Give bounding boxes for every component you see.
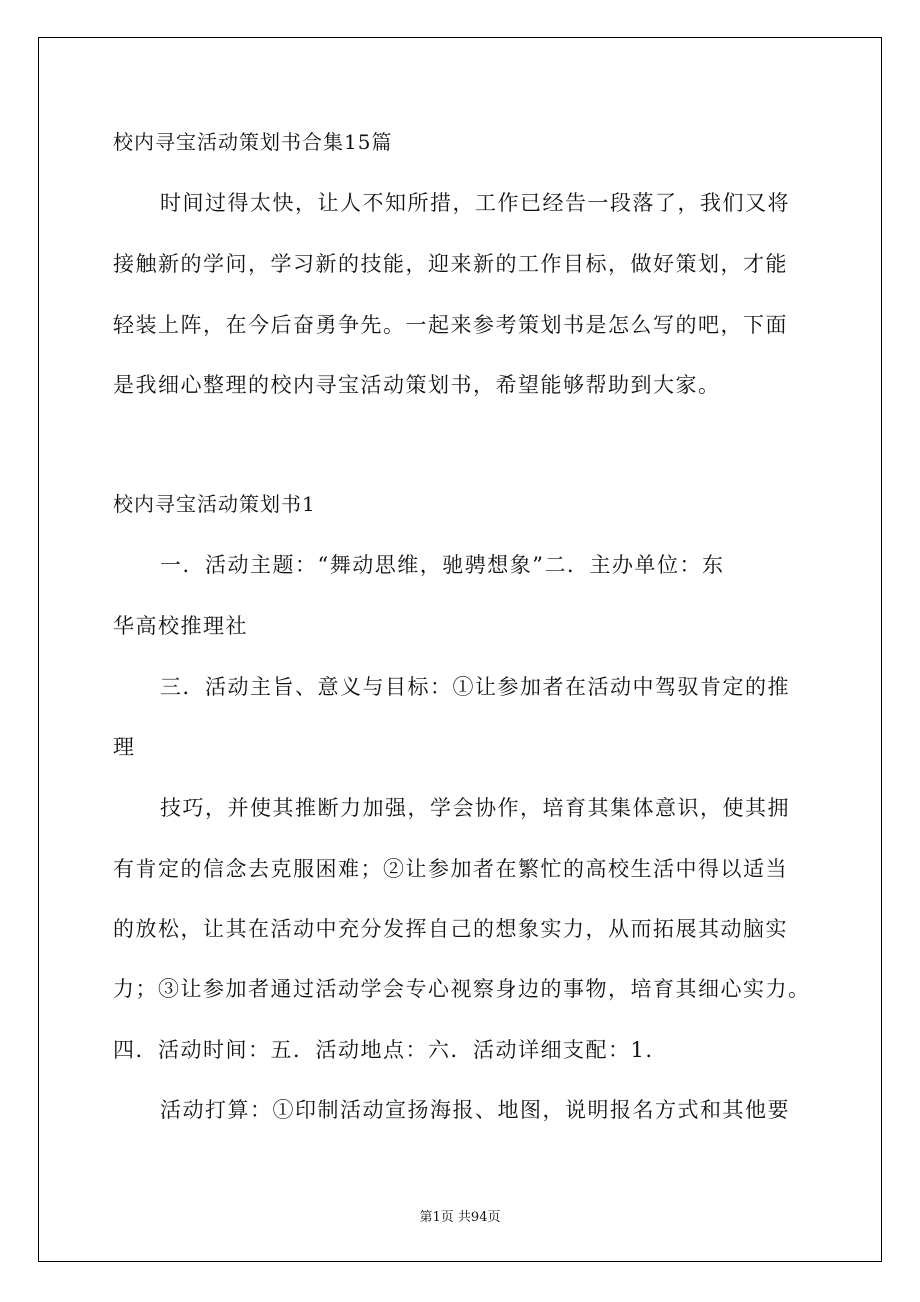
page-footer: 第1页 共94页 bbox=[419, 1210, 501, 1225]
body-line-5: 技巧，并使其推断力加强，学会协作，培育其集体意识，使其拥 bbox=[160, 796, 790, 820]
body-line-8: 力；③让参加者通过活动学会专心视察身边的事物，培育其细心实力。 bbox=[113, 977, 811, 1001]
body-line-9: 四．活动时间：五．活动地点：六．活动详细支配：1. bbox=[113, 1038, 654, 1062]
intro-line-3: 轻装上阵，在今后奋勇争先。一起来参考策划书是怎么写的吧，下面 bbox=[113, 313, 788, 337]
body-line-7: 的放松，让其在活动中充分发挥自己的想象实力，从而拓展其动脑实 bbox=[113, 917, 788, 941]
body-line-2: 华高校推理社 bbox=[113, 614, 248, 638]
page-border bbox=[38, 37, 882, 1262]
intro-line-4: 是我细心整理的校内寻宝活动策划书，希望能够帮助到大家。 bbox=[113, 373, 721, 397]
document-title: 校内寻宝活动策划书合集15篇 bbox=[113, 130, 393, 154]
body-line-4: 理 bbox=[113, 735, 136, 759]
intro-line-1: 时间过得太快，让人不知所措，工作已经告一段落了，我们又将 bbox=[160, 191, 790, 215]
body-line-6: 有肯定的信念去克服困难；②让参加者在繁忙的高校生活中得以适当 bbox=[113, 857, 788, 881]
intro-line-2: 接触新的学问，学习新的技能，迎来新的工作目标，做好策划，才能 bbox=[113, 252, 788, 276]
body-line-3: 三．活动主旨、意义与目标：①让参加者在活动中驾驭肯定的推 bbox=[160, 675, 790, 699]
section-heading: 校内寻宝活动策划书1 bbox=[113, 492, 316, 516]
body-line-10: 活动打算：①印制活动宣扬海报、地图，说明报名方式和其他要 bbox=[160, 1098, 790, 1122]
body-line-1: 一．活动主题：“舞动思维，驰骋想象”二．主办单位：东 bbox=[160, 553, 725, 577]
